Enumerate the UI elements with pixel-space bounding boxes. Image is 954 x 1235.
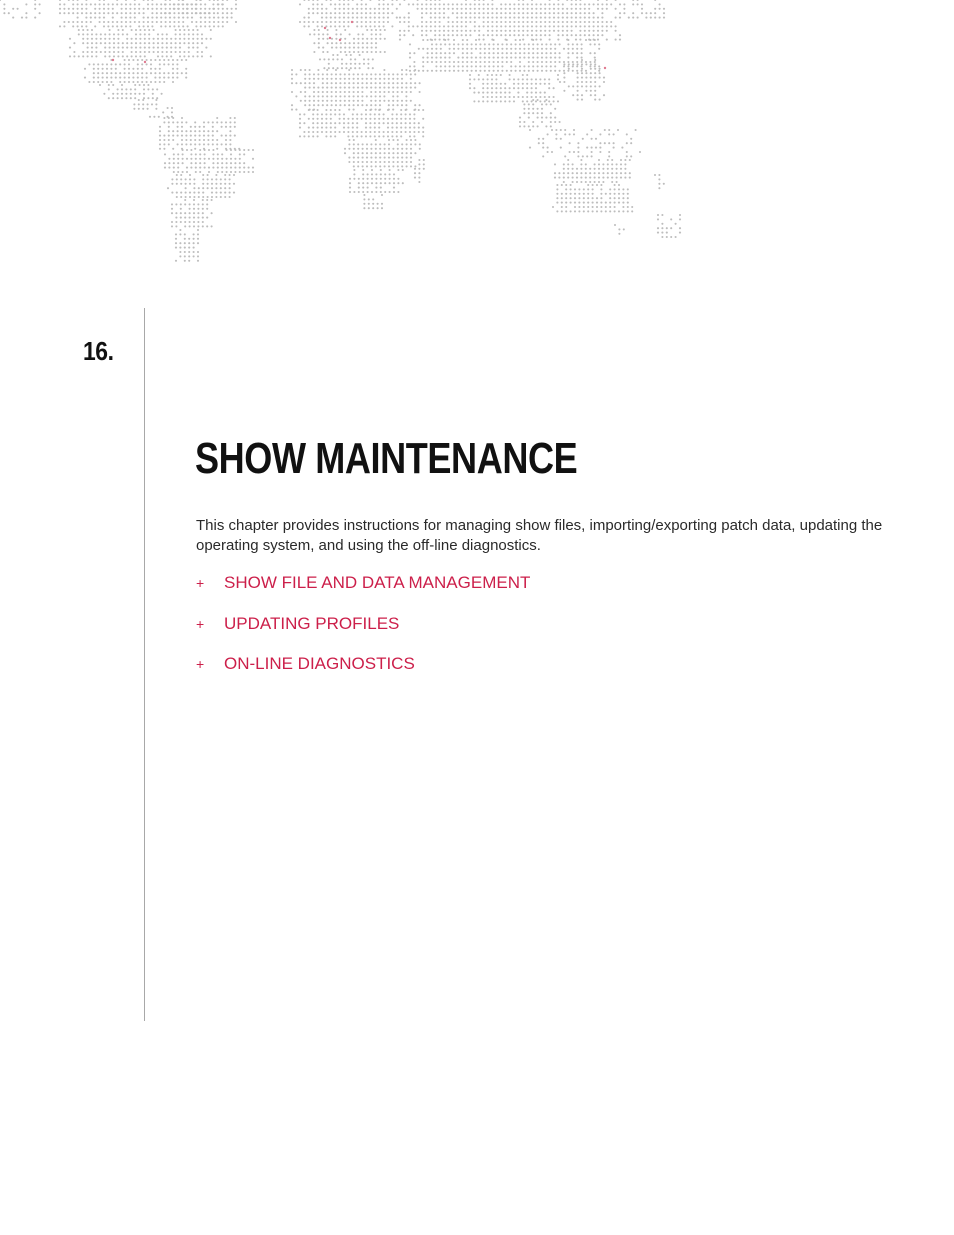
- section-link-updating-profiles[interactable]: [196, 614, 530, 634]
- plus-icon: +: [196, 575, 205, 591]
- section-link-show-file[interactable]: [196, 573, 530, 593]
- chapter-title: SHOW MAINTENANCE: [195, 434, 578, 483]
- world-dot-map-icon: [0, 0, 700, 270]
- plus-icon: +: [196, 656, 205, 672]
- section-link-label[interactable]: UPDATING PROFILES: [224, 613, 400, 633]
- section-link-label[interactable]: ON-LINE DIAGNOSTICS: [224, 654, 415, 673]
- section-link-label[interactable]: SHOW FILE AND DATA MANAGEMENT: [224, 573, 531, 592]
- section-link-list: [196, 573, 530, 695]
- chapter-number: 16.: [83, 336, 114, 366]
- section-link-online-diagnostics[interactable]: [196, 654, 530, 674]
- vertical-divider: [144, 308, 145, 1021]
- plus-icon: +: [196, 615, 205, 632]
- chapter-intro: This chapter provides instructions for managing show files, importing/exporting patch data, updating the operating system, and using the off-line diagnostics.: [196, 517, 883, 554]
